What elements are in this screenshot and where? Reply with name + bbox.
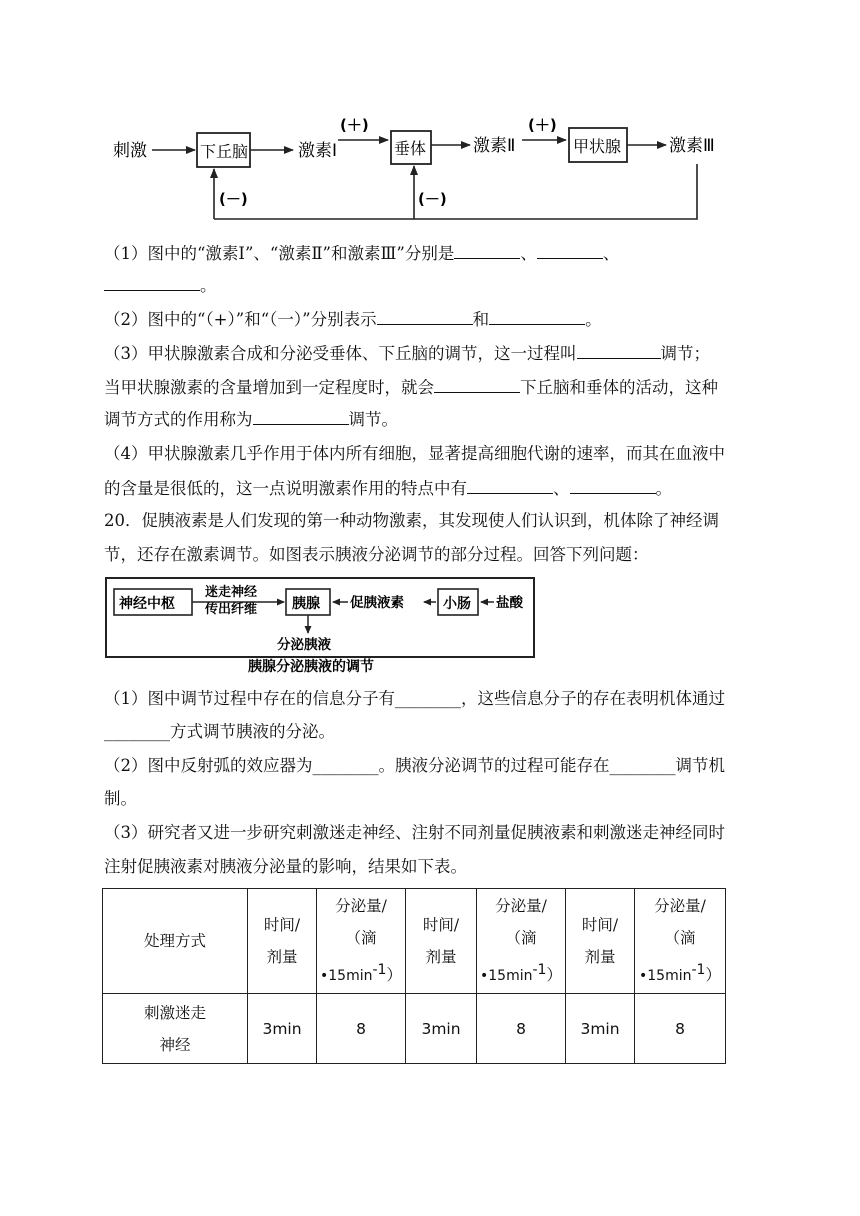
minus-label-1: (－): [219, 190, 248, 208]
q19-part3-line3: 调节方式的作用称为 调节。: [104, 406, 398, 432]
answer-blank[interactable]: [454, 240, 520, 259]
pituitary-label: 垂体: [394, 139, 427, 158]
table-cell: 8: [635, 994, 726, 1064]
header-method: 处理方式: [103, 889, 248, 994]
thyroid-regulation-diagram: [100, 108, 740, 226]
plus-label-2: (＋): [528, 116, 557, 134]
secretion-table: [102, 888, 726, 1064]
answer-blank[interactable]: [467, 475, 553, 494]
table-cell: 8: [317, 994, 406, 1064]
hormone2-label: 激素Ⅱ: [473, 136, 516, 156]
q20-part2-line1: （2）图中反射弧的效应器为________。胰液分泌调节的过程可能存在________调节机: [104, 756, 725, 775]
answer-blank[interactable]: [377, 306, 473, 325]
q19-part3-line2: 当甲状腺激素的含量增加到一定程度时，就会 下丘脑和垂体的活动，这种: [104, 374, 718, 400]
q20-part3-line1: （3）研究者又进一步研究刺激迷走神经、注射不同剂量促胰液素和刺激迷走神经同时: [104, 823, 725, 842]
stimulus-label: 刺激: [113, 141, 147, 161]
q20-part1-line1: （1）图中调节过程中存在的信息分子有________，这些信息分子的存在表明机体通过: [104, 689, 725, 708]
hormone3-label: 激素Ⅲ: [669, 136, 715, 156]
answer-blank[interactable]: [570, 475, 656, 494]
hypothalamus-label: 下丘脑: [200, 142, 249, 161]
intestine-label: 小肠: [443, 596, 471, 612]
acid-label: 盐酸: [496, 595, 523, 611]
answer-blank[interactable]: [253, 406, 349, 425]
header-amount: 分泌量/ （滴 $•15\min^{-1}$）: [635, 889, 726, 994]
answer-blank[interactable]: [489, 306, 585, 325]
answer-blank[interactable]: [434, 374, 520, 393]
vagus-label-1: 迷走神经: [205, 585, 258, 600]
q19-part3-line1: （3）甲状腺激素合成和分泌受垂体、下丘脑的调节，这一过程叫 调节；: [104, 340, 710, 366]
hormone1-label: 激素Ⅰ: [298, 141, 338, 161]
table-cell: 3min: [248, 994, 317, 1064]
pancreas-regulation-diagram: [104, 576, 536, 676]
q20-intro-line1: 20．促胰液素是人们发现的第一种动物激素，其发现使人们认识到，机体除了神经调: [104, 511, 719, 530]
answer-blank[interactable]: [577, 340, 661, 359]
q19-part1-line1: （1）图中的“激素Ⅰ”、“激素Ⅱ”和激素Ⅲ”分别是 、 、: [104, 240, 619, 266]
header-time: 时间/ 剂量: [248, 889, 317, 994]
q20-intro-line2: 节，还存在激素调节。如图表示胰液分泌调节的部分过程。回答下列问题：: [104, 545, 649, 564]
juice-label: 分泌胰液: [277, 637, 331, 653]
secretin-label: 促胰液素: [350, 595, 404, 611]
table-cell: 3min: [566, 994, 635, 1064]
q19-part4-line1: （4）甲状腺激素几乎作用于体内所有细胞，显著提高细胞代谢的速率，而其在血液中: [104, 444, 725, 463]
header-amount: 分泌量/ （滴 $•15\min^{-1}$）: [477, 889, 566, 994]
nerve-center-label: 神经中枢: [119, 596, 175, 612]
q19-part2: （2）图中的“（+）”和“（一）”分别表示 和 。: [104, 306, 602, 332]
q20-part3-line2: 注射促胰液素对胰液分泌量的影响，结果如下表。: [104, 857, 467, 876]
row-label: 刺激迷走 神经: [103, 994, 248, 1064]
header-amount: 分泌量/ （滴 $•15\min^{-1}$）: [317, 889, 406, 994]
table-header-row: [103, 889, 726, 994]
q19-part1-line2: 。: [104, 272, 217, 298]
answer-blank[interactable]: [104, 272, 200, 291]
answer-blank[interactable]: [537, 240, 603, 259]
header-time: 时间/ 剂量: [406, 889, 477, 994]
minus-label-2: (－): [418, 190, 447, 208]
table-row: [103, 994, 726, 1064]
pancreas-label: 胰腺: [292, 596, 320, 612]
q20-part1-line2: ________方式调节胰液的分泌。: [104, 722, 335, 741]
thyroid-label: 甲状腺: [573, 137, 622, 156]
vagus-label-2: 传出纤维: [205, 602, 258, 617]
q19-part4-line2: 的含量是很低的，这一点说明激素作用的特点中有 、 。: [104, 475, 672, 501]
diagram-caption: 胰腺分泌胰液的调节: [248, 659, 374, 675]
q20-part2-line2: 制。: [104, 789, 137, 808]
plus-label-1: (＋): [340, 116, 369, 134]
table-cell: 8: [477, 994, 566, 1064]
header-time: 时间/ 剂量: [566, 889, 635, 994]
table-cell: 3min: [406, 994, 477, 1064]
